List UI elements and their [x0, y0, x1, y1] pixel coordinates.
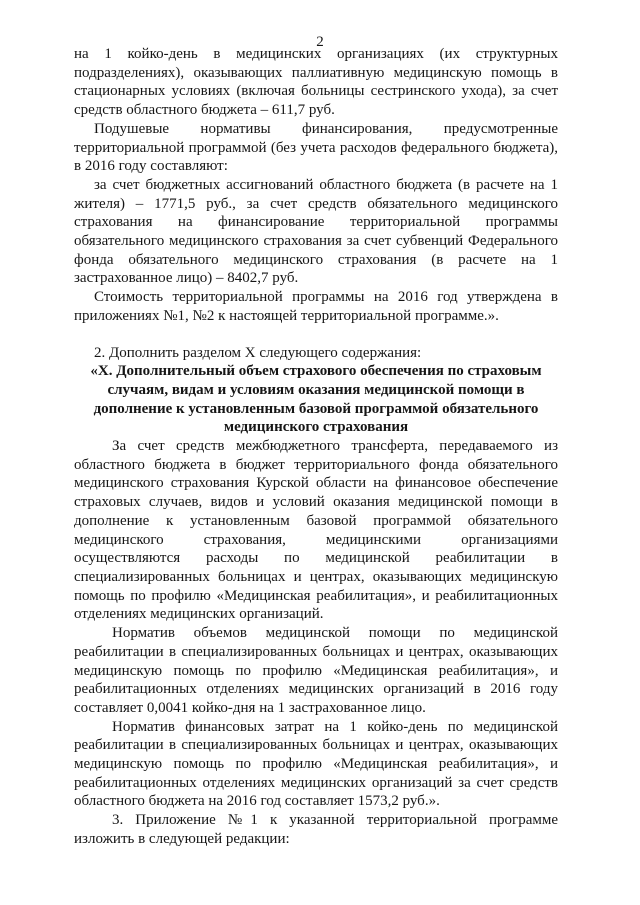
paragraph-per-capita-values: за счет бюджетных ассигнований областного бюджета (в расчете на 1 жителя) – 1771,5 руб., за счет средств обязательного медицинского страхования на финансирование территориальной программы обязательного медицинского страхования за счет субвенций Федерального фонда обязательного медицинского страхования (в расчете на 1 застрахованное лицо) – 8402,7 руб. — [74, 176, 558, 287]
paragraph-item-2: 2. Дополнить разделом Х следующего содержания: — [94, 344, 422, 361]
page-number: 2 — [316, 34, 324, 50]
paragraph-item-3: 3. Приложение №1 к указанной территориальной программе изложить в следующей редакции: — [74, 812, 558, 847]
paragraph-cost-norm: Норматив финансовых затрат на 1 койко-день по медицинской реабилитации в специализированных больницах и центрах, оказывающих медицинскую помощь по профилю «Медицинская реабилитация», и реабилитационных отделениях медицинских организаций за счет средств областного бюджета на 2016 год составляет 1573,2 руб.». — [74, 718, 558, 810]
section-x-heading: «Х. Дополнительный объем страхового обеспечения по страховым случаям, видам и условиям оказания медицинской помощи в дополнение к установленным базовой программой обязательного медицинского страхования — [90, 363, 542, 436]
paragraph-program-cost: Стоимость территориальной программы на 2016 год утверждена в приложениях №1, №2 к настоящей территориальной программе.». — [74, 289, 558, 324]
paragraph-palliative-cost: на 1 койко-день в медицинских организациях (их структурных подразделениях), оказывающих паллиативную медицинскую помощь в стационарных условиях (включая больницы сестринского ухода), за счет средств областного бюджета – 611,7 руб. — [74, 46, 558, 119]
paragraph-per-capita-intro: Подушевые нормативы финансирования, предусмотренные территориальной программой (без учета расходов федерального бюджета), в 2016 году составляют: — [74, 120, 558, 175]
document-body — [74, 45, 558, 849]
paragraph-volume-norm: Норматив объемов медицинской помощи по медицинской реабилитации в специализированных больницах и центрах, оказывающих медицинскую помощь по профилю «Медицинская реабилитация», и реабилитационных отделениях медицинских организаций в 2016 году составляет 0,0041 койко-дня на 1 застрахованное лицо. — [74, 625, 558, 716]
paragraph-transfer: За счет средств межбюджетного трансферта, передаваемого из областного бюджета в бюджет территориального фонда обязательного медицинского страхования Курской области на финансовое обеспечение страховых случаев, видов и условий оказания медицинской помощи в дополнение к установленным базовой программой обязательного медицинского страхования, медицинскими организациями осуществляются расходы по медицинской реабилитации в специализированных больницах и центрах, оказывающих медицинскую помощь по профилю «Медицинская реабилитация», и реабилитационных отделениях медицинских организаций. — [74, 438, 558, 623]
